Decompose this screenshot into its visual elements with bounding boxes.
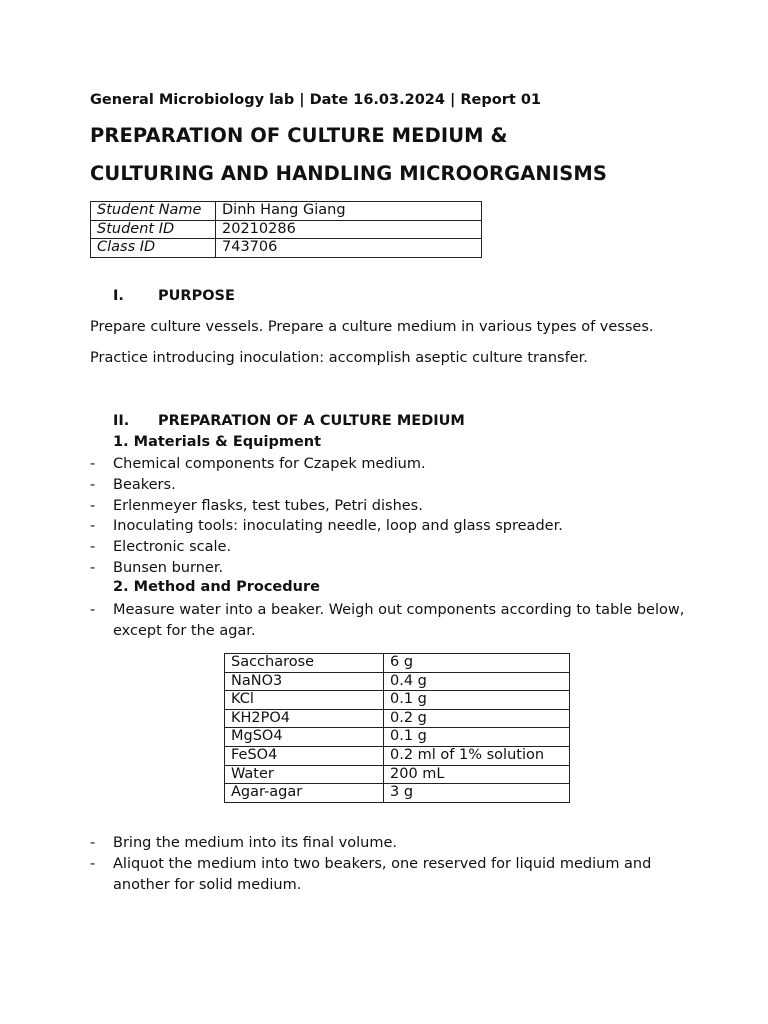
purpose-paragraph-2: Practice introducing inoculation: accomplish aseptic culture transfer. [90,350,588,366]
table-row [225,765,570,784]
list-item: - Erlenmeyer flasks, test tubes, Petri dishes. [90,497,423,514]
component-amount: 3 g [384,784,570,803]
component-amount: 0.1 g [384,728,570,747]
section-title: PREPARATION OF A CULTURE MEDIUM [158,413,465,429]
table-row [225,691,570,710]
list-item: - Electronic scale. [90,539,232,556]
subheading-method: 2. Method and Procedure [113,579,320,595]
list-item: - Chemical components for Czapek medium. [90,456,426,472]
component-name: Agar-agar [225,784,384,803]
student-id-value: 20210286 [216,220,482,239]
section-number: II. [113,413,130,429]
component-name: KH2PO4 [225,709,384,728]
component-amount: 0.4 g [384,672,570,691]
list-item: - Inoculating tools: inoculating needle, loop and glass spreader. [90,518,563,535]
table-row [225,654,570,673]
component-amount: 6 g [384,654,570,673]
materials-list [90,454,690,579]
list-item: - Bunsen burner. [90,559,224,576]
purpose-paragraph-1: Prepare culture vessels. Prepare a culture medium in various types of vesses. [90,319,654,335]
section-number: I. [113,288,124,304]
component-name: Water [225,765,384,784]
list-item: - Measure water into a beaker. Weigh out components according to table below, except for the agar. [90,602,685,639]
table-row [225,746,570,765]
table-row [225,728,570,747]
table-row [225,709,570,728]
list-item: - Aliquot the medium into two beakers, one reserved for liquid medium and another for solid medium. [90,855,652,893]
section-heading-purpose [113,288,235,304]
section-title: PURPOSE [158,288,235,304]
list-item: - Bring the medium into its final volume. [90,835,397,851]
table-row [91,220,482,239]
report-header: General Microbiology lab | Date 16.03.2024 | Report 01 [90,92,542,108]
method-list-continued [90,833,690,895]
title-line-2: CULTURING AND HANDLING MICROORGANISMS [90,162,607,185]
component-amount: 200 mL [384,765,570,784]
component-amount: 0.2 g [384,709,570,728]
title-line-1: PREPARATION OF CULTURE MEDIUM & [90,124,508,147]
method-list [90,600,690,642]
table-row [91,239,482,258]
student-info-table [90,201,482,258]
student-name-value: Dinh Hang Giang [216,202,482,221]
class-id-label: Class ID [91,239,216,258]
student-name-label: Student Name [91,202,216,221]
czapek-components-table [224,653,570,803]
component-name: NaNO3 [225,672,384,691]
table-row [225,672,570,691]
component-name: KCl [225,691,384,710]
section-heading-preparation [113,413,465,429]
component-name: MgSO4 [225,728,384,747]
list-item: - Beakers. [90,476,176,493]
table-row [91,202,482,221]
component-amount: 0.2 ml of 1% solution [384,746,570,765]
student-id-label: Student ID [91,220,216,239]
component-amount: 0.1 g [384,691,570,710]
table-row [225,784,570,803]
class-id-value: 743706 [216,239,482,258]
component-name: Saccharose [225,654,384,673]
component-name: FeSO4 [225,746,384,765]
subheading-materials: 1. Materials & Equipment [113,434,322,450]
